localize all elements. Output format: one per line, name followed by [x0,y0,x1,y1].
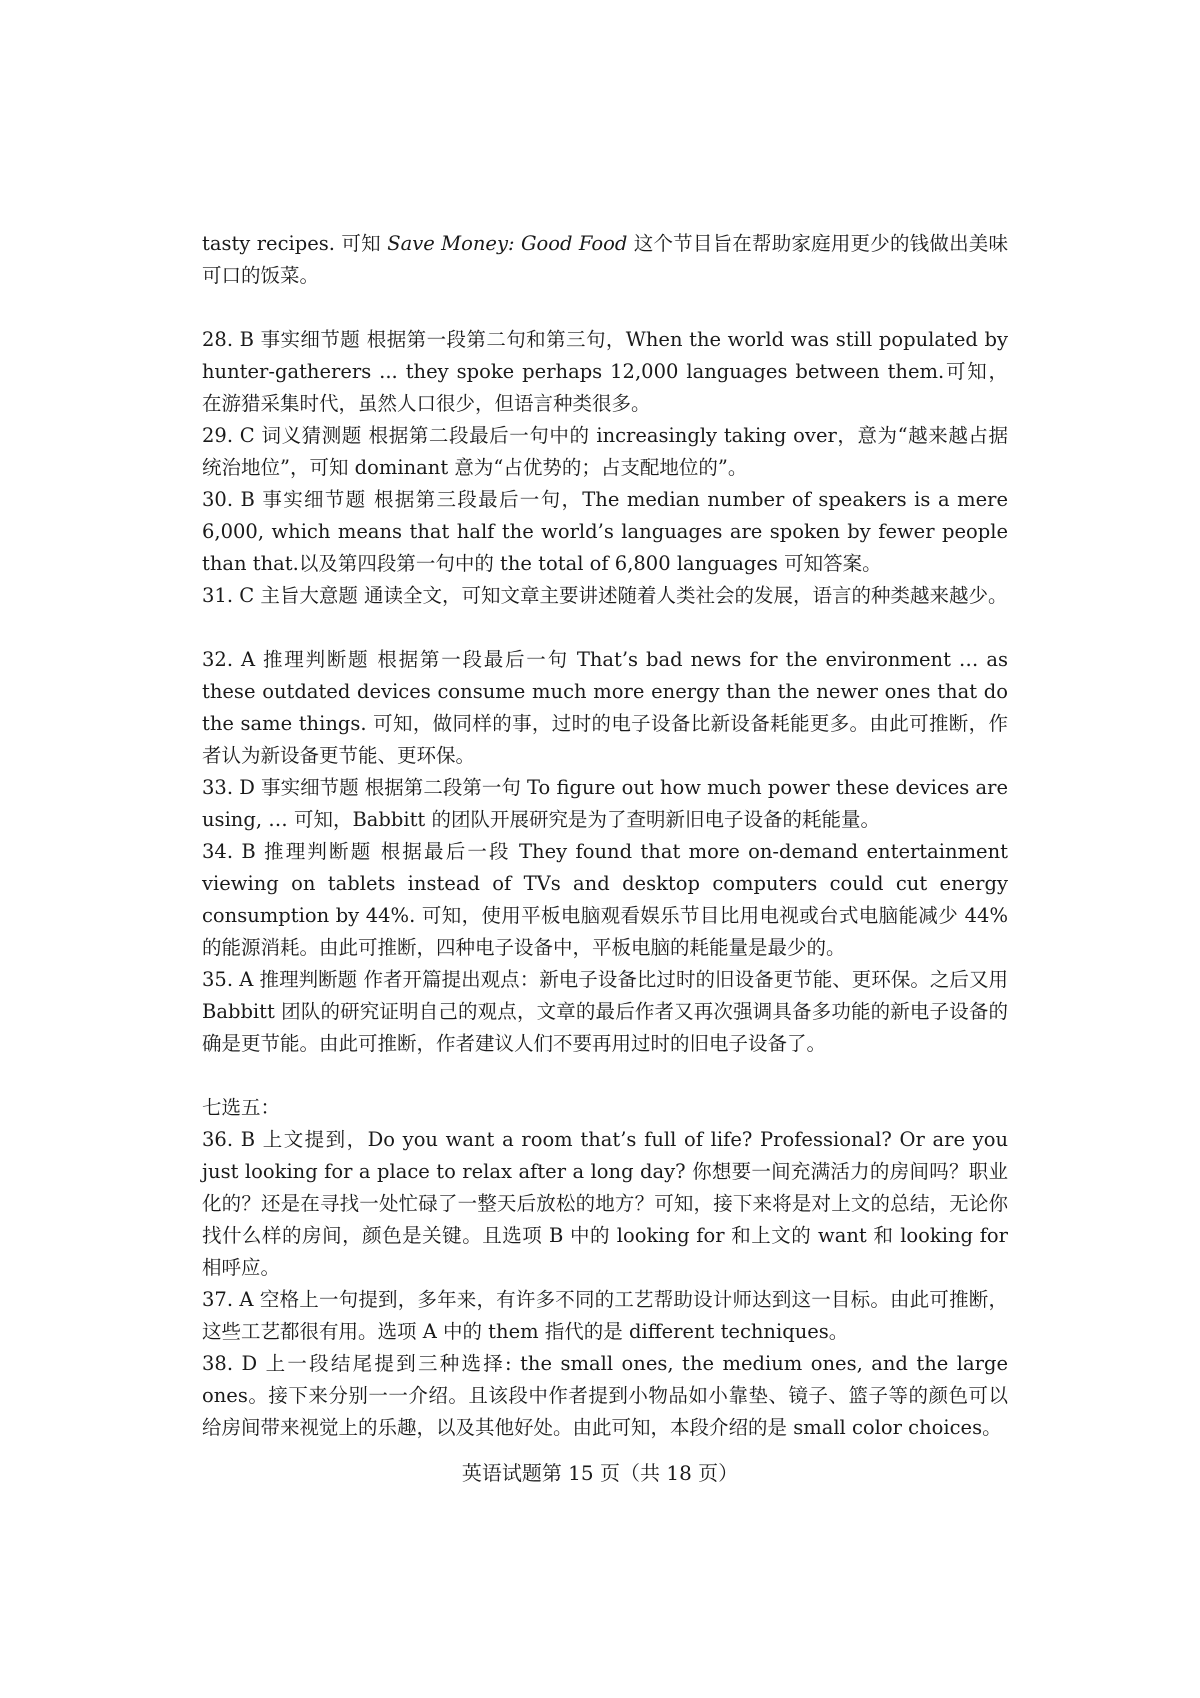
answer-38: 38. D 上一段结尾提到三种选择: the small ones, the medium ones, and the large ones。接下来分别一一介绍。且该段中作者提到小物品如小靠垫、镜子、篮子等的颜色可以给房间带来视觉上的乐趣，以及其他好处。由此可知，本段介绍的是 small color choices。 [202,1352,1008,1439]
answer-37: 37. A 空格上一句提到，多年来，有许多不同的工艺帮助设计师达到这一目标。由此可推断，这些工艺都很有用。选项 A 中的 them 指代的是 different techniques。 [202,1288,1008,1343]
answer-36: 36. B 上文提到，Do you want a room that’s full of life? Professional? Or are you just looking for a place to relax after a long day? 你想要一间充满活力的房间吗？职业化的？还是在寻找一处忙碌了一整天后放松的地方？可知，接下来将是对上文的总结，无论你找什么样的房间，颜色是关键。且选项 B 中的 looking for 和上文的 want 和 looking for 相呼应。 [202,1128,1008,1279]
answer-explanations [202,228,1008,1444]
answer-34: 34. B 推理判断题 根据最后一段 They found that more on-demand entertainment viewing on tablets instead of TVs and desktop computers could cut energy consumption by 44%. 可知，使用平板电脑观看娱乐节目比用电视或台式电脑能减少 44%的能源消耗。由此可推断，四种电子设备中，平板电脑的耗能量是最少的。 [202,840,1008,959]
answer-33: 33. D 事实细节题 根据第二段第一句 To figure out how much power these devices are using, … 可知，Babbitt 的团队开展研究是为了查明新旧电子设备的耗能量。 [202,776,1008,831]
section-title: 七选五： [202,1096,281,1119]
answer-31: 31. C 主旨大意题 通读全文，可知文章主要讲述随着人类社会的发展，语言的种类越来越少。 [202,584,1008,607]
program-title: Save Money: Good Food [387,232,628,255]
intro-text-before: tasty recipes. 可知 [202,232,388,255]
answer-35: 35. A 推理判断题 作者开篇提出观点：新电子设备比过时的旧设备更节能、更环保。之后又用 Babbitt 团队的研究证明自己的观点，文章的最后作者又再次强调具备多功能的新电子设备的确是更节能。由此可推断，作者建议人们不要再用过时的旧电子设备了。 [202,968,1008,1055]
intro-text-after: 这个节目旨在帮助家庭用更少的钱做出美味可口的饭菜。 [202,232,1009,287]
answer-30: 30. B 事实细节题 根据第三段最后一句，The median number of speakers is a mere 6,000, which means that half the world’s languages are spoken by fewer people than that.以及第四段第一句中的 the total of 6,800 languages 可知答案。 [202,488,1008,575]
answer-32: 32. A 推理判断题 根据第一段最后一句 That’s bad news for the environment … as these outdated devices consume much more energy than the newer ones that do the same things. 可知，做同样的事，过时的电子设备比新设备耗能更多。由此可推断，作者认为新设备更节能、更环保。 [202,648,1008,767]
spacer [202,1060,1008,1092]
answer-29: 29. C 词义猜测题 根据第二段最后一句中的 increasingly taking over，意为“越来越占据统治地位”，可知 dominant 意为“占优势的；占支配地位的”。 [202,424,1008,479]
intro-paragraph [202,228,1008,292]
answer-28: 28. B 事实细节题 根据第一段第二句和第三句，When the world was still populated by hunter-gatherers ... they spoke perhaps 12,000 languages between them.可知，在游猎采集时代，虽然人口很少，但语言种类很多。 [202,328,1008,415]
spacer [202,292,1008,324]
page-footer: 英语试题第 15 页（共 18 页） [461,1461,739,1485]
spacer [202,612,1008,644]
